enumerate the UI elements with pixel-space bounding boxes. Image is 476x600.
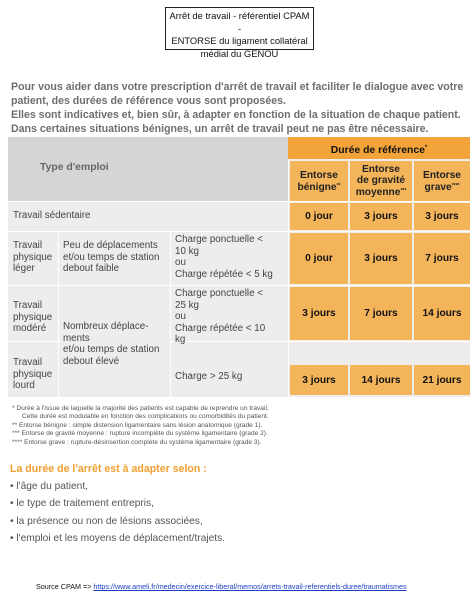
adapt-item: • l'âge du patient, [10,481,89,492]
row-moderate-label-l2: physique [13,311,53,323]
footnote-3: *** Entorse de gravité moyenne : rupture incomplète du système ligamentaire (grade 2). [12,430,268,438]
row-divider [8,231,470,232]
source-prefix: Source CPAM => [36,582,94,591]
header-employment-type-label: Type d'emploi [40,162,109,173]
footnote-2: ** Entorse bénigne : simple distension ligamentaire sans lésion anatomique (grade 1). [12,421,263,429]
row-heavy-travel-l3: et/ou temps de station [63,344,160,356]
column-benign-mark: ** [336,182,341,189]
adapt-item: • l'emploi et les moyens de déplacement/trajets. [10,532,226,544]
column-severe-sprain [414,161,470,201]
column-divider [170,231,171,397]
column-divider [288,159,289,397]
row-divider [8,201,470,202]
row-light-travel-l1: Peu de déplacements [63,240,158,251]
value-light-benign: 0 jour [290,233,348,284]
value-sedentary-moderate: 3 jours [350,203,412,230]
row-light-label-l3: léger [13,263,35,275]
footnote-1b: Cette durée est modulable en fonction des complications ou comorbidités du patient. [22,413,269,421]
row-light-load-l3: ou [175,257,186,269]
row-divider [8,285,470,286]
row-light-label [13,240,52,275]
column-moderate-l3: moyenne [355,187,401,198]
row-moderate-load-l2: 25 kg [175,299,199,311]
row-light-load-l1: Charge ponctuelle < [175,234,263,245]
header-reference-duration-label: Durée de référence [330,145,425,156]
source-line [36,582,476,591]
adapt-item: • la présence ou non de lésions associées, [10,515,203,527]
intro-paragraph [11,80,469,136]
adapt-list [10,478,310,547]
column-moderate-l2: de gravité [356,175,406,186]
column-moderate-sprain [350,161,412,201]
title-line-1: Arrêt de travail - référentiel CPAM - [169,10,310,34]
intro-line-3: Elles sont indicatives et, bien sûr, à adapter en fonction de la situation de chaque patient. [11,109,461,121]
row-heavy-label-l2: physique [13,368,53,380]
footnotes [12,405,372,447]
row-heavy-label-l3: lourd [13,380,35,392]
reference-table [8,137,470,397]
footnote-1: * Durée à l'issue de laquelle la majorité des patients est capable de reprendre un travail. [12,405,269,412]
row-light-label-l1: Travail [13,240,43,251]
column-benign-l1: Entorse [300,169,338,181]
document-title [165,7,314,59]
value-light-moderate: 3 jours [350,233,412,284]
row-divider [8,341,58,342]
adapt-heading: La durée de l'arrêt est à adapter selon : [10,463,207,475]
column-moderate-mark: *** [400,188,407,194]
row-moderate-label-l3: modéré [13,323,47,335]
row-light-travel-l3: debout faible [63,263,120,275]
value-heavy-benign: 3 jours [290,365,348,395]
value-moderate-benign: 3 jours [290,287,348,340]
column-severe-l1: Entorse [423,169,461,181]
column-benign-sprain [290,161,348,201]
value-heavy-moderate: 14 jours [350,365,412,395]
row-heavy-label-l1: Travail [13,357,43,368]
title-line-3: médial du GENOU [200,47,279,59]
header-reference-mark: * [424,145,428,151]
intro-line-2: patient, des durées de référence vous sont proposées. [11,95,286,107]
row-moderate-load-l4: Charge répétée < 10 [175,322,266,334]
row-heavy-travel-l2: ments [63,332,90,344]
row-heavy-travel [63,321,159,367]
row-moderate-label [13,300,52,335]
column-moderate-l1: Entorse [362,164,400,175]
row-light-load-l4: Charge répétée < 5 kg [175,268,273,280]
header-reference-duration [288,137,470,159]
adapt-item: • le type de traitement entrepris, [10,498,154,510]
footnote-4: **** Entorse grave : rupture-désinsertion complète du système ligamentaire (grade 3). [12,438,262,446]
row-moderate-label-l1: Travail [13,300,43,311]
value-sedentary-severe: 3 jours [414,203,470,230]
column-severe-l2: grave [424,181,452,193]
value-light-severe: 7 jours [414,233,470,284]
row-light-travel [63,240,159,275]
row-light-load-l2: 10 kg [175,245,199,257]
column-benign-l2: bénigne [297,181,337,193]
row-heavy-travel-l4: debout élevé [63,355,120,367]
header-employment-type [8,137,288,201]
row-heavy-label [13,357,52,392]
row-moderate-load [175,288,265,346]
row-sedentary-label: Travail sédentaire [13,210,91,221]
source-link[interactable]: https://www.ameli.fr/medecin/exercice-liberal/memos/arrets-travail-referentiels-duree/traumatismes [93,582,407,591]
value-heavy-severe: 21 jours [414,365,470,395]
intro-line-4: Dans certaines situations bénignes, un arrêt de travail peut ne pas être nécessaire. [11,123,429,135]
row-moderate-load-l1: Charge ponctuelle < [175,288,263,299]
row-moderate-load-l5: kg [175,334,186,346]
value-moderate-severe: 14 jours [414,287,470,340]
value-sedentary-benign: 0 jour [290,203,348,230]
row-light-label-l2: physique [13,251,53,263]
column-divider [58,231,59,397]
column-severe-mark: **** [451,182,460,189]
value-moderate-moderate: 7 jours [350,287,412,340]
row-light-travel-l2: et/ou temps de station [63,251,160,263]
row-heavy-travel-l1: Nombreux déplace- [63,321,149,332]
row-heavy-load: Charge > 25 kg [175,371,243,382]
row-light-load [175,234,273,280]
title-line-2: ENTORSE du ligament collatéral [171,35,308,47]
row-moderate-load-l3: ou [175,311,186,323]
intro-line-1: Pour vous aider dans votre prescription d'arrêt de travail et faciliter le dialogue avec votre [11,81,464,93]
